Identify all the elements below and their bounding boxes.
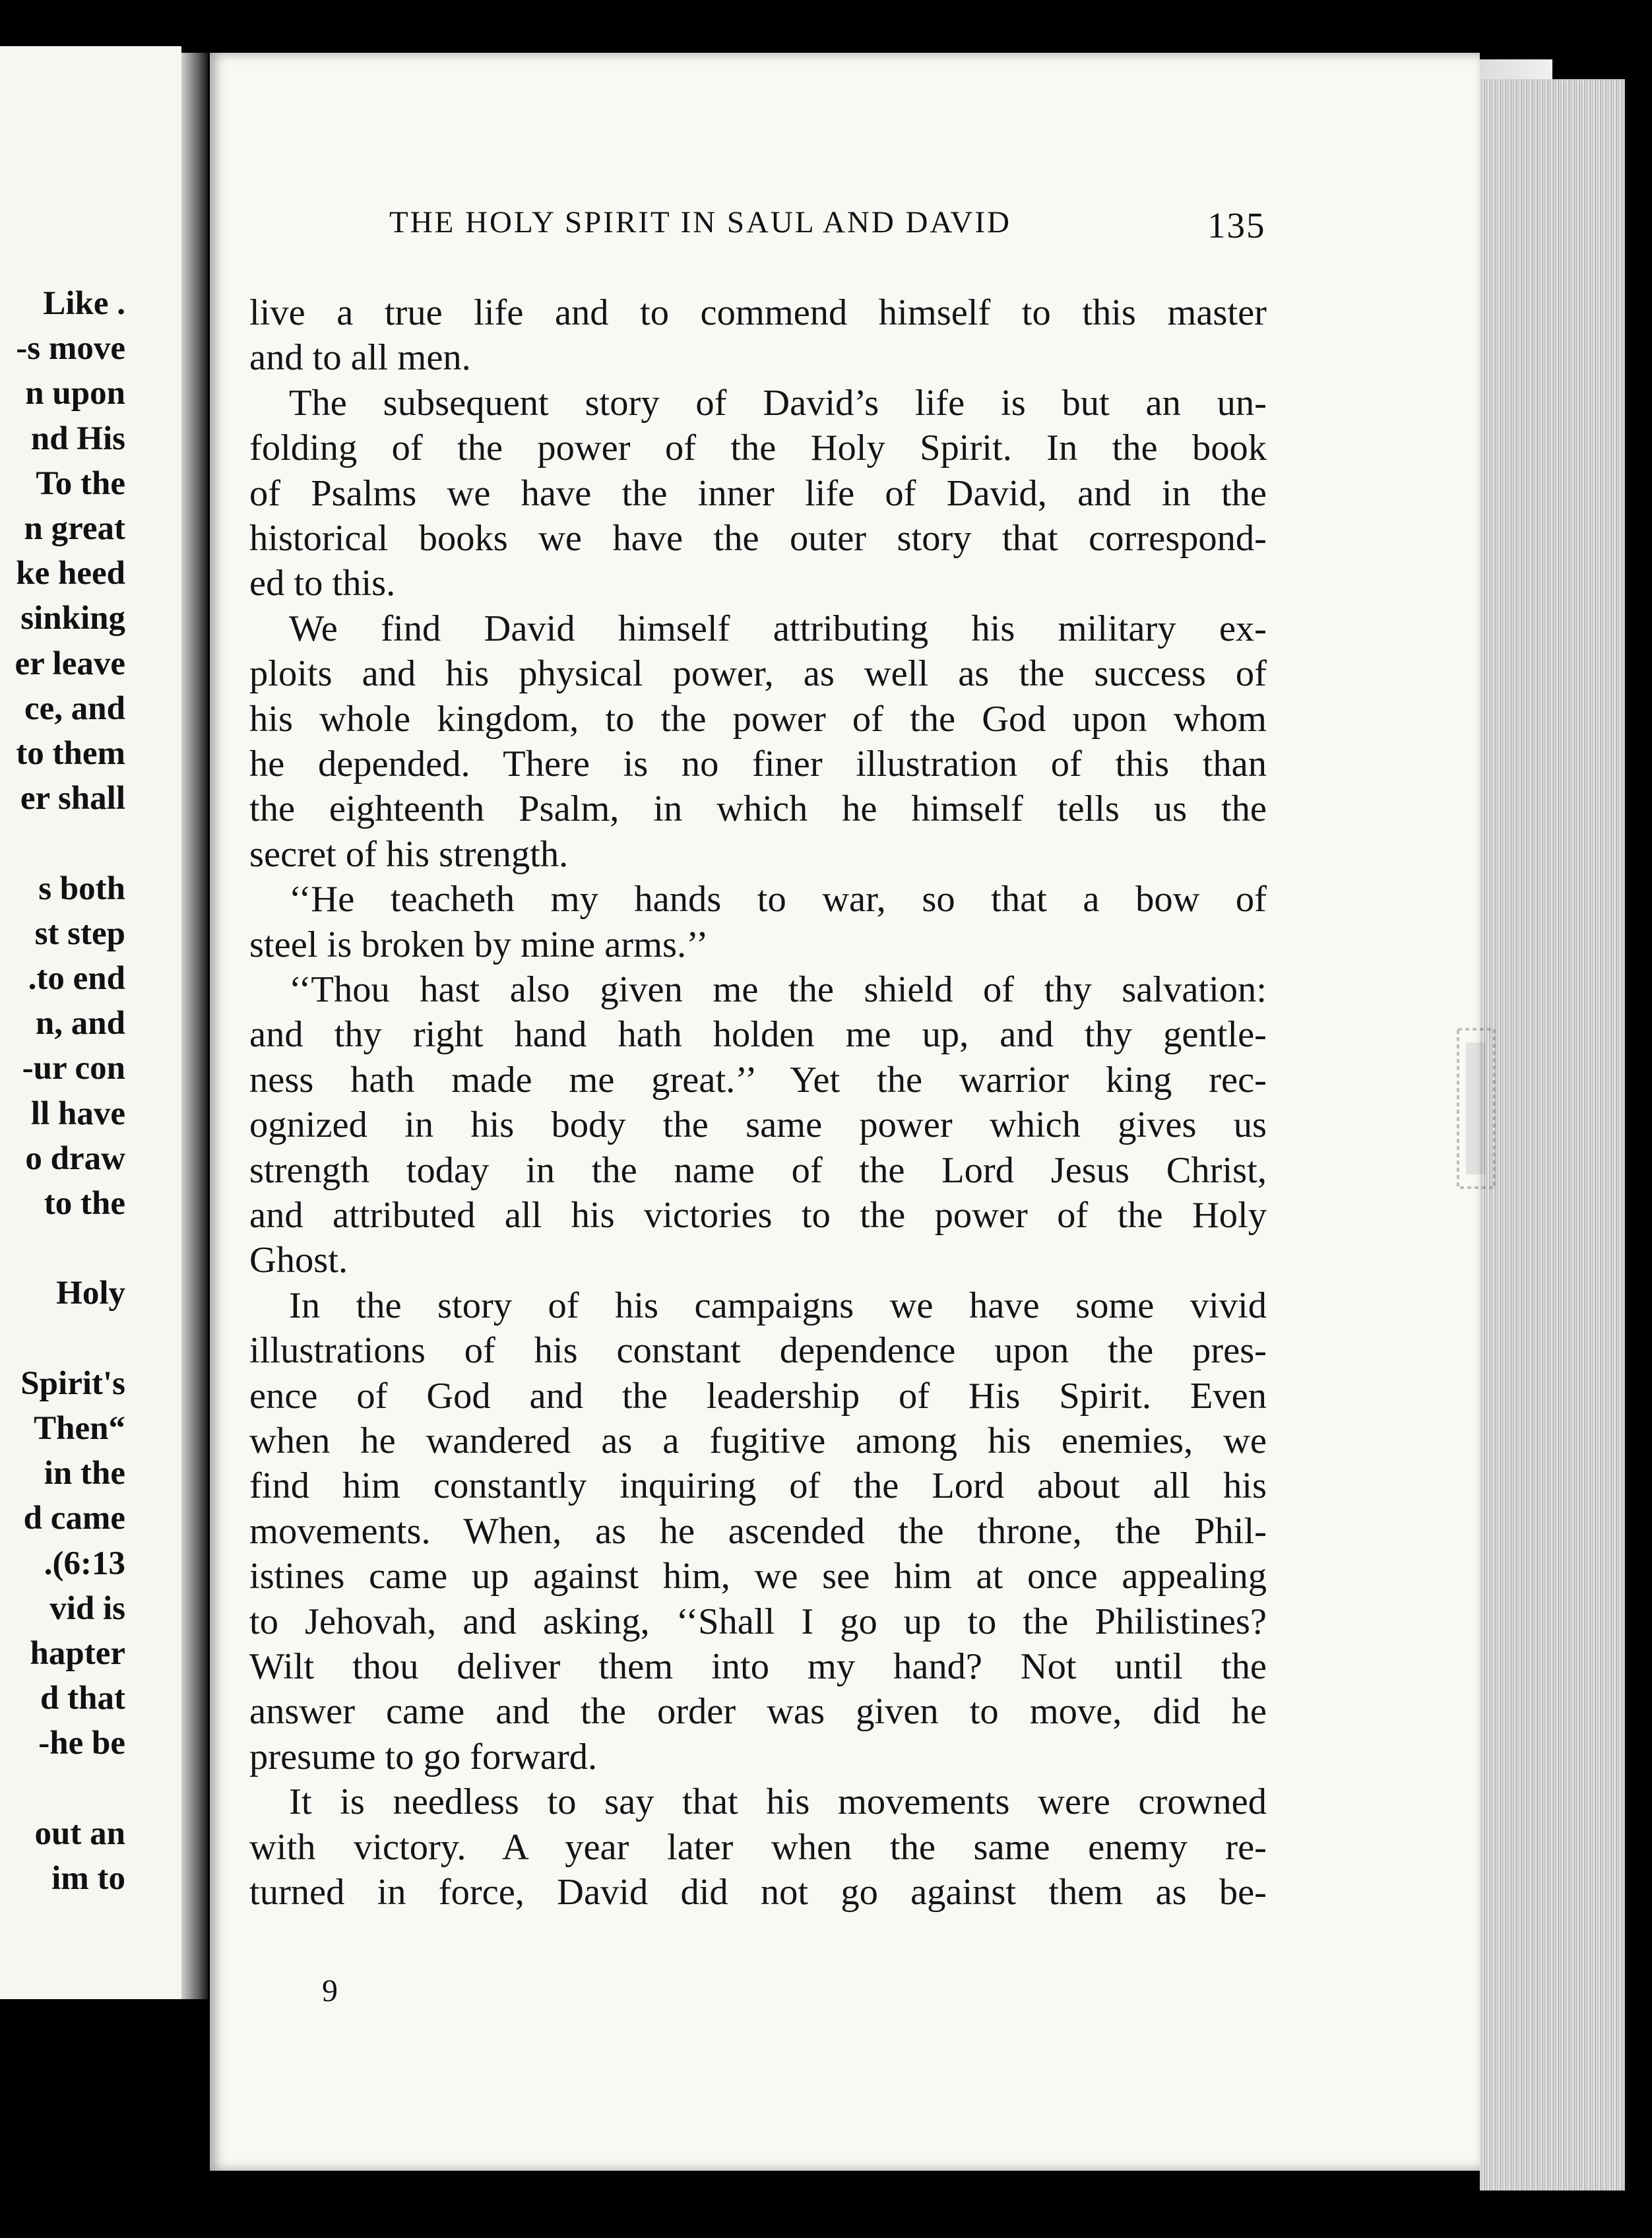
signature-mark: 9	[322, 1973, 338, 2008]
previous-page-line: “Then	[34, 1410, 125, 1447]
text-line: the eighteenth Psalm, in which he himself tells us the	[249, 788, 1267, 830]
text-line: Wilt thou deliver them into my hand? Not until the	[249, 1646, 1267, 1687]
previous-page-line: Spirit's	[20, 1364, 125, 1402]
text-line: We find David himself attributing his military ex-	[289, 608, 1267, 649]
text-line: he depended. There is no finer illustration of this than	[249, 744, 1267, 784]
previous-page-line: hapter	[30, 1635, 125, 1672]
text-line: illustrations of his constant dependence upon the pres-	[249, 1330, 1267, 1372]
text-line: ness hath made me great.’’ Yet the warrior king rec-	[249, 1059, 1267, 1101]
previous-page-line: nd His	[30, 420, 125, 457]
previous-page-line: ke heed	[16, 555, 125, 592]
text-line: presume to go forward.	[249, 1736, 598, 1777]
text-line: live a true life and to commend himself to this master	[249, 292, 1267, 333]
text-line: ognized in his body the same power which gives us	[249, 1104, 1267, 1146]
text-line: his whole kingdom, to the power of the God upon whom	[249, 698, 1267, 740]
text-line: with victory. A year later when the same enemy re-	[249, 1826, 1267, 1868]
previous-page-line: s move-	[16, 330, 125, 368]
text-line: Ghost.	[249, 1240, 348, 1281]
previous-page-line: to end.	[28, 960, 125, 997]
previous-page-line: 6:13).	[44, 1545, 125, 1582]
previous-page-line: ur con-	[22, 1050, 125, 1087]
text-line: and attributed all his victories to the power of the Holy	[249, 1195, 1267, 1236]
text-line: The subsequent story of David’s life is but an un-	[289, 382, 1267, 424]
text-line: historical books we have the outer story that correspond-	[249, 518, 1267, 559]
text-line: istines came up against him, we see him at once appealing	[249, 1556, 1267, 1597]
book-gutter	[181, 53, 208, 1999]
text-line: folding of the power of the Holy Spirit. In the book	[249, 428, 1267, 469]
previous-page-line: he be-	[38, 1725, 125, 1762]
library-stamp-mark	[1451, 1023, 1504, 1194]
text-line: movements. When, as he ascended the throne, the Phil-	[249, 1510, 1267, 1552]
text-line: answer came and the order was given to move, did he	[249, 1691, 1267, 1733]
text-line: steel is broken by mine arms.’’	[249, 924, 709, 965]
text-line: and to all men.	[249, 337, 471, 379]
text-line: to Jehovah, and asking, ‘‘Shall I go up to the Philistines?	[249, 1601, 1267, 1642]
previous-page-line: out an	[34, 1814, 125, 1852]
text-line: ed to this.	[249, 563, 396, 604]
previous-page-line: d came	[23, 1500, 125, 1537]
text-line: strength today in the name of the Lord Jesus Christ,	[249, 1149, 1267, 1191]
previous-page-line: ce, and	[24, 689, 125, 727]
previous-page-line: sinking	[20, 600, 125, 637]
previous-page-line: to the	[44, 1185, 125, 1222]
previous-page-line: Holy	[56, 1275, 125, 1312]
previous-page-line: n upon	[25, 375, 125, 412]
text-line: when he wandered as a fugitive among his enemies, we	[249, 1421, 1267, 1461]
text-line: ence of God and the leadership of His Spirit. Even	[249, 1375, 1267, 1417]
previous-page-line: st step	[34, 914, 125, 952]
previous-page-line: er leave	[15, 645, 125, 682]
text-line: and thy right hand hath holden me up, and thy gentle-	[249, 1014, 1267, 1056]
text-line: find him constantly inquiring of the Lord about all his	[249, 1465, 1267, 1507]
previous-page-line: im to	[51, 1860, 125, 1897]
previous-page-line: d that	[40, 1680, 125, 1717]
text-line: ‘‘He teacheth my hands to war, so that a bow of	[289, 879, 1267, 920]
previous-page-line: in the	[44, 1455, 125, 1492]
text-line: ploits and his physical power, as well as the success of	[249, 653, 1267, 695]
previous-page-line: n great	[24, 510, 125, 547]
previous-page-line: ll have	[30, 1095, 125, 1132]
previous-page-line: . Like	[43, 285, 125, 322]
text-line: It is needless to say that his movements were crowned	[289, 1781, 1267, 1823]
text-line: ‘‘Thou hast also given me the shield of thy salvation:	[289, 969, 1267, 1010]
running-head: THE HOLY SPIRIT IN SAUL AND DAVID	[389, 205, 1011, 240]
previous-page-line: er shall	[20, 780, 125, 817]
previous-page-line: To the	[36, 464, 125, 502]
previous-page-line: o draw	[25, 1139, 125, 1177]
text-line: secret of his strength.	[249, 833, 569, 875]
text-line: of Psalms we have the inner life of David, and in the	[249, 472, 1267, 514]
previous-page-line: n, and	[35, 1005, 125, 1042]
previous-page-line: s both	[38, 870, 125, 907]
previous-page-line: vid is	[49, 1589, 125, 1627]
text-line: In the story of his campaigns we have some vivid	[289, 1285, 1267, 1326]
previous-page-line: to them	[16, 735, 125, 772]
text-line: turned in force, David did not go against them as be-	[249, 1872, 1267, 1913]
page-number: 135	[1207, 205, 1266, 245]
